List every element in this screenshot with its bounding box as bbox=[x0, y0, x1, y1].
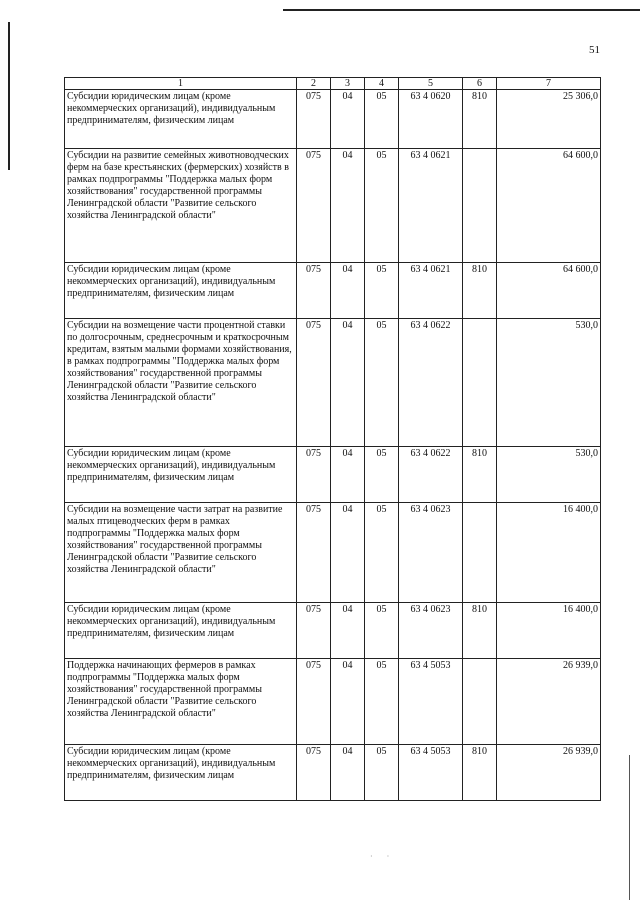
row-section: 04 bbox=[331, 319, 365, 447]
row-name: Субсидии юридическим лицам (кроме некоммерческих организаций), индивидуальным предпринимателям, физическим лицам bbox=[65, 603, 297, 659]
row-name: Субсидии на возмещение части процентной ставки по долгосрочным, среднесрочным и краткосрочным кредитам, взятым малыми формами хозяйствования, в рамках подпрограммы "Поддержка малых форм хозяйствования" государственной программы Ленинградской области "Развитие сельского хозяйства Ленинградской области" bbox=[65, 319, 297, 447]
row-target-article: 63 4 0620 bbox=[399, 90, 463, 149]
col-header: 2 bbox=[297, 78, 331, 90]
row-subsection: 05 bbox=[365, 447, 399, 503]
left-margin-bar bbox=[8, 22, 10, 170]
col-header: 1 bbox=[65, 78, 297, 90]
row-subsection: 05 bbox=[365, 603, 399, 659]
table-row bbox=[65, 503, 601, 603]
col-header: 4 bbox=[365, 78, 399, 90]
row-expense-type: 810 bbox=[463, 90, 497, 149]
row-target-article: 63 4 0622 bbox=[399, 447, 463, 503]
page-number: 51 bbox=[589, 44, 600, 56]
row-code: 075 bbox=[297, 745, 331, 801]
row-code: 075 bbox=[297, 447, 331, 503]
budget-table bbox=[64, 77, 601, 801]
table-row bbox=[65, 659, 601, 745]
row-section: 04 bbox=[331, 745, 365, 801]
row-subsection: 05 bbox=[365, 90, 399, 149]
row-target-article: 63 4 0623 bbox=[399, 503, 463, 603]
row-expense-type bbox=[463, 659, 497, 745]
row-subsection: 05 bbox=[365, 319, 399, 447]
row-subsection: 05 bbox=[365, 659, 399, 745]
row-section: 04 bbox=[331, 503, 365, 603]
table-row bbox=[65, 149, 601, 263]
row-subsection: 05 bbox=[365, 503, 399, 603]
row-section: 04 bbox=[331, 263, 365, 319]
table-row bbox=[65, 603, 601, 659]
row-name: Субсидии на развитие семейных животноводческих ферм на базе крестьянских (фермерских) хозяйств в рамках подпрограммы "Поддержка малых форм хозяйствования" государственной программы Ленинградской области "Развитие сельского хозяйства Ленинградской области" bbox=[65, 149, 297, 263]
row-code: 075 bbox=[297, 603, 331, 659]
row-code: 075 bbox=[297, 319, 331, 447]
table-row bbox=[65, 263, 601, 319]
row-expense-type: 810 bbox=[463, 263, 497, 319]
row-expense-type bbox=[463, 319, 497, 447]
row-expense-type bbox=[463, 503, 497, 603]
row-code: 075 bbox=[297, 659, 331, 745]
row-amount: 530,0 bbox=[497, 447, 601, 503]
row-section: 04 bbox=[331, 447, 365, 503]
col-header: 3 bbox=[331, 78, 365, 90]
row-code: 075 bbox=[297, 263, 331, 319]
col-header: 5 bbox=[399, 78, 463, 90]
row-target-article: 63 4 5053 bbox=[399, 659, 463, 745]
row-subsection: 05 bbox=[365, 263, 399, 319]
row-amount: 64 600,0 bbox=[497, 263, 601, 319]
col-header: 6 bbox=[463, 78, 497, 90]
row-section: 04 bbox=[331, 659, 365, 745]
right-margin-bar bbox=[629, 755, 630, 900]
row-amount: 26 939,0 bbox=[497, 659, 601, 745]
row-expense-type: 810 bbox=[463, 745, 497, 801]
table-row bbox=[65, 447, 601, 503]
row-target-article: 63 4 0621 bbox=[399, 263, 463, 319]
col-header: 7 bbox=[497, 78, 601, 90]
row-amount: 25 306,0 bbox=[497, 90, 601, 149]
table-row bbox=[65, 319, 601, 447]
row-amount: 16 400,0 bbox=[497, 503, 601, 603]
scan-specks: · · bbox=[370, 852, 396, 861]
row-amount: 530,0 bbox=[497, 319, 601, 447]
row-subsection: 05 bbox=[365, 745, 399, 801]
row-amount: 26 939,0 bbox=[497, 745, 601, 801]
row-name: Субсидии юридическим лицам (кроме некоммерческих организаций), индивидуальным предпринимателям, физическим лицам bbox=[65, 263, 297, 319]
top-rule bbox=[283, 9, 640, 11]
row-expense-type: 810 bbox=[463, 603, 497, 659]
row-code: 075 bbox=[297, 503, 331, 603]
row-amount: 64 600,0 bbox=[497, 149, 601, 263]
row-name: Субсидии юридическим лицам (кроме некоммерческих организаций), индивидуальным предпринимателям, физическим лицам bbox=[65, 447, 297, 503]
table-row bbox=[65, 745, 601, 801]
row-name: Субсидии юридическим лицам (кроме некоммерческих организаций), индивидуальным предпринимателям, физическим лицам bbox=[65, 90, 297, 149]
row-target-article: 63 4 5053 bbox=[399, 745, 463, 801]
row-expense-type bbox=[463, 149, 497, 263]
row-target-article: 63 4 0621 bbox=[399, 149, 463, 263]
table-header-row bbox=[65, 78, 601, 90]
row-code: 075 bbox=[297, 149, 331, 263]
row-section: 04 bbox=[331, 149, 365, 263]
row-target-article: 63 4 0623 bbox=[399, 603, 463, 659]
table-row bbox=[65, 90, 601, 149]
row-subsection: 05 bbox=[365, 149, 399, 263]
row-name: Субсидии на возмещение части затрат на развитие малых птицеводческих ферм в рамках подпрограммы "Поддержка малых форм хозяйствования" государственной программы Ленинградской области "Развитие сельского хозяйства Ленинградской области" bbox=[65, 503, 297, 603]
row-target-article: 63 4 0622 bbox=[399, 319, 463, 447]
row-name: Поддержка начинающих фермеров в рамках подпрограммы "Поддержка малых форм хозяйствования" государственной программы Ленинградской области "Развитие сельского хозяйства Ленинградской области" bbox=[65, 659, 297, 745]
row-name: Субсидии юридическим лицам (кроме некоммерческих организаций), индивидуальным предпринимателям, физическим лицам bbox=[65, 745, 297, 801]
row-expense-type: 810 bbox=[463, 447, 497, 503]
row-section: 04 bbox=[331, 90, 365, 149]
row-code: 075 bbox=[297, 90, 331, 149]
row-amount: 16 400,0 bbox=[497, 603, 601, 659]
row-section: 04 bbox=[331, 603, 365, 659]
